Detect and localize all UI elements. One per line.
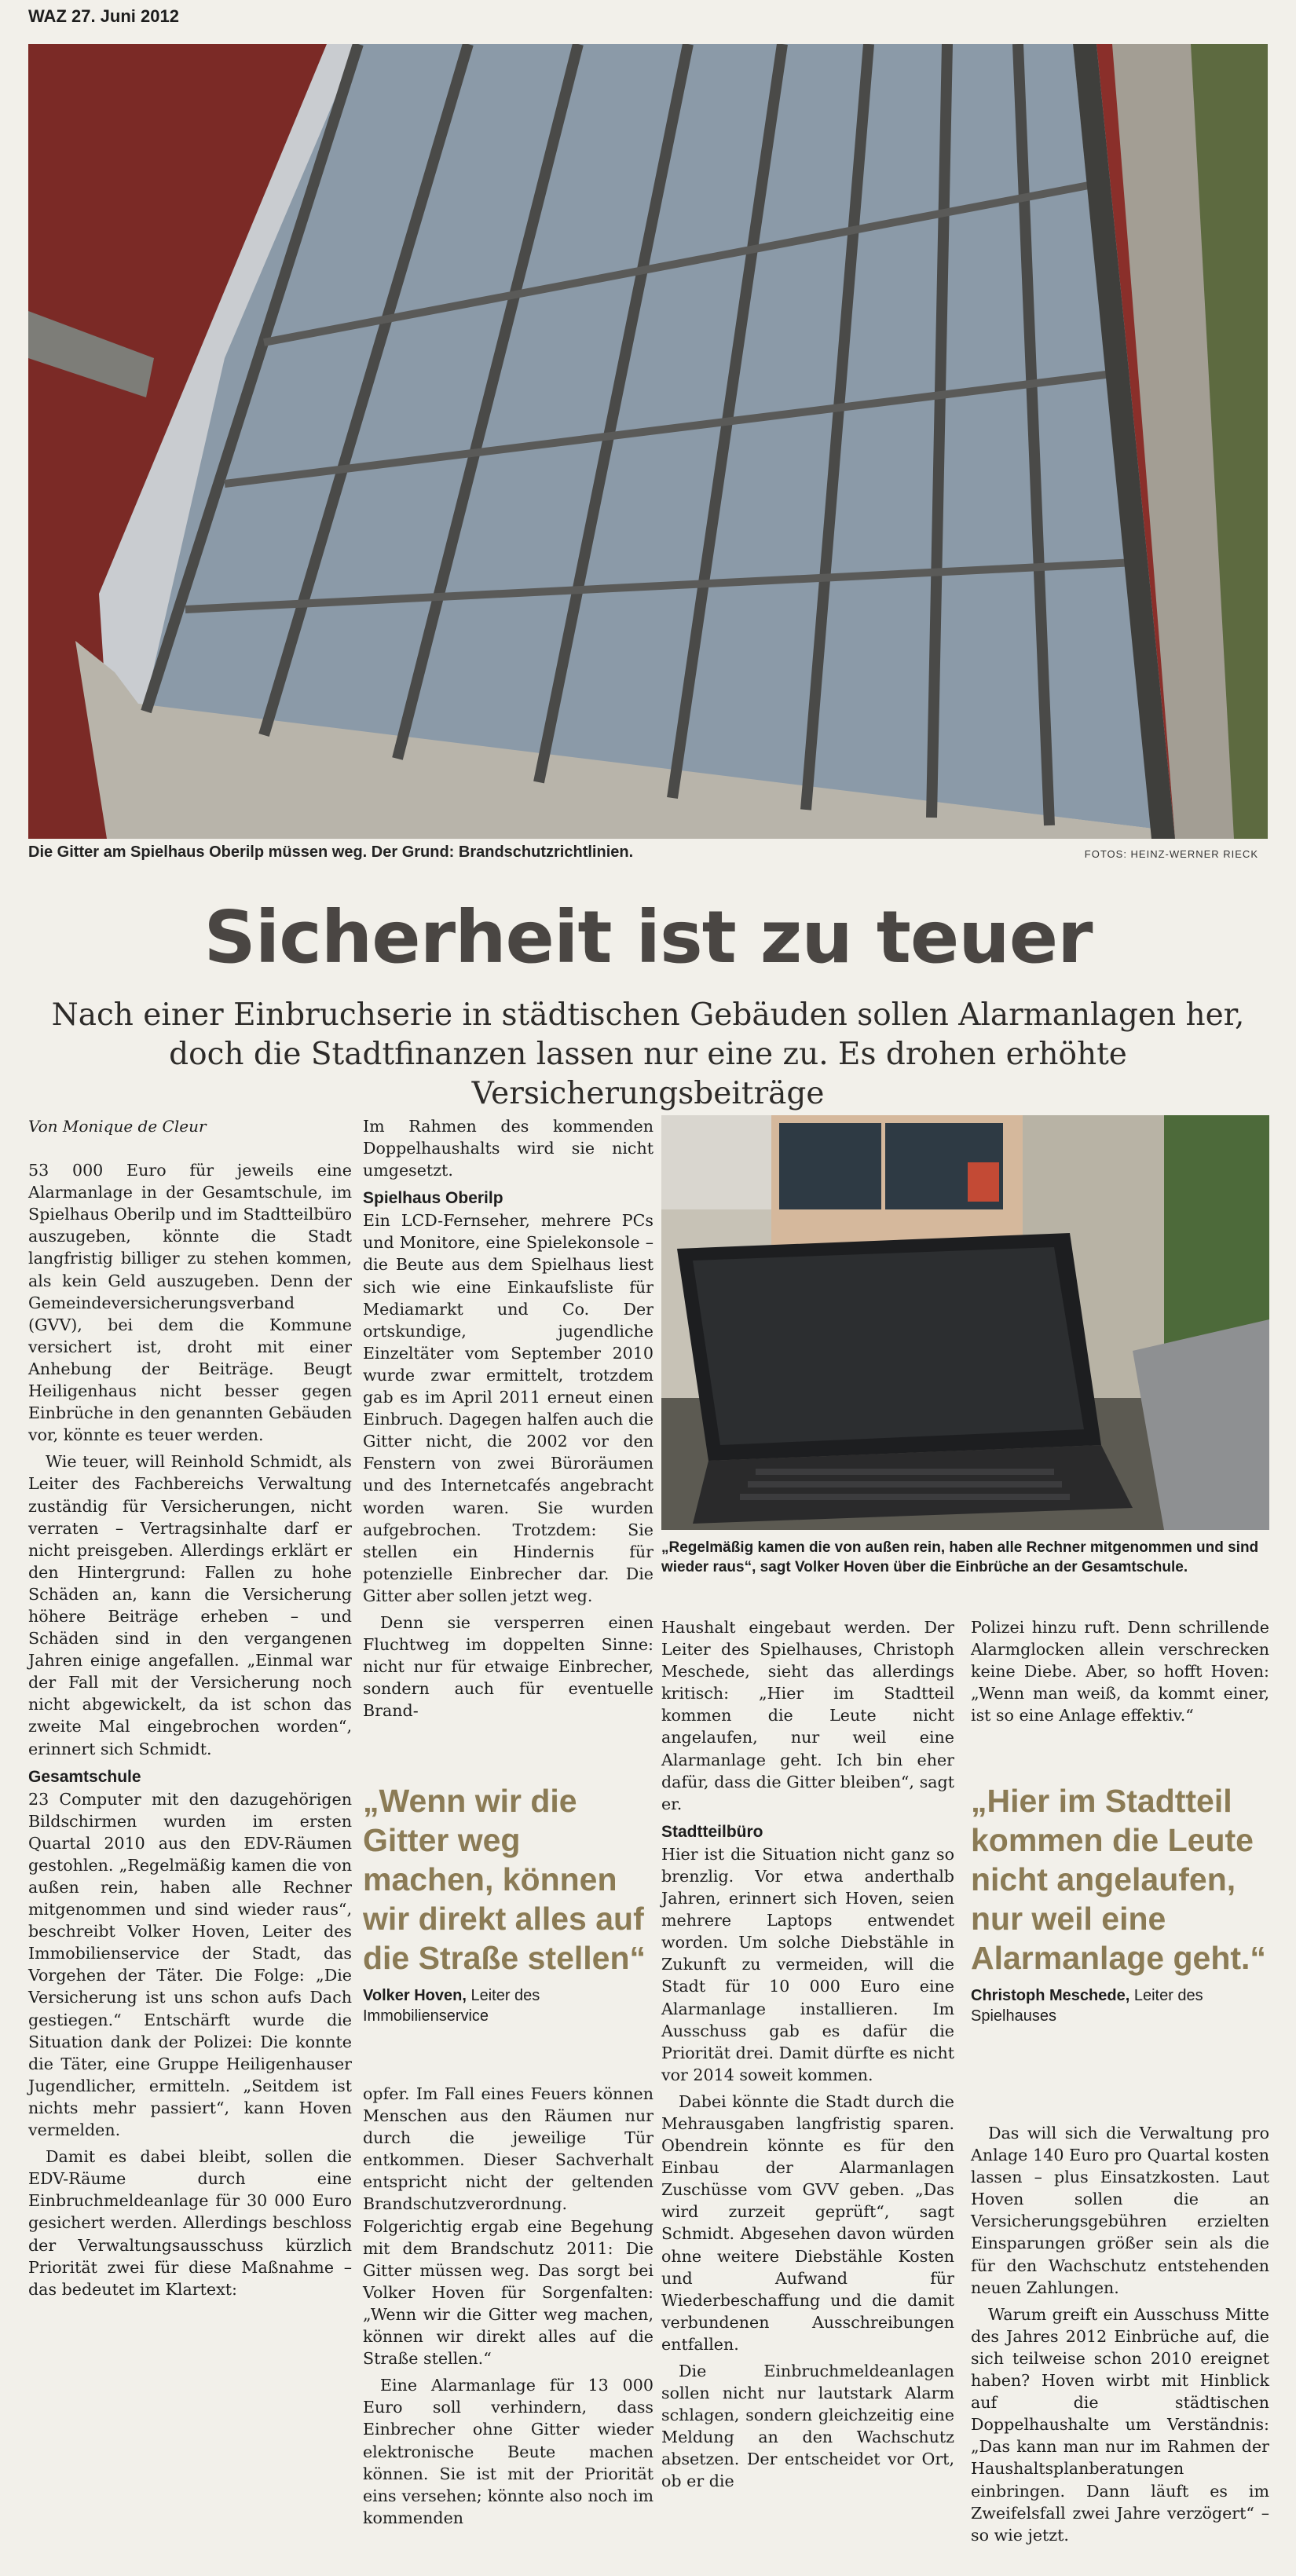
paragraph: Damit es dabei bleibt, sollen die EDV-Räume durch eine Einbruchmeldeanlage für 30 000 Euro gesichert werden. Allerdings beschloss der Verwaltungsausschuss kürzlich Priorität zwei für diese Maßnahme – das bedeutet im Klartext: xyxy=(28,2147,352,2299)
mid-photo-caption: „Regelmäßig kamen die von außen rein, haben alle Rechner mitgenommen und sind wieder raus“, sagt Volker Hoven über die Einbrüche an der Gesamtschule. xyxy=(661,1539,1259,1575)
photo-credit: FOTOS: HEINZ-WERNER RIECK xyxy=(1084,848,1258,860)
article-column-2 xyxy=(363,1115,653,1726)
masthead: WAZ 27. Juni 2012 xyxy=(28,6,179,26)
paragraph: 23 Computer mit den dazugehörigen Bildschirmen wurden im ersten Quartal 2010 aus den EDV-Räumen gestohlen. „Regelmäßig kamen die von außen rein, haben alle Rechner mitgenommen und sind wieder raus“, beschreibt Volker Hoven, Leiter des Immobilienservice der Stadt, das Vorgehen der Täter. Die Folge: „Die Versicherung ist uns schon aufs Dach gestiegen.“ Entschärft wurde die Situation dank der Polizei: Die konnte die Täter, eine Gruppe Heiligenhauser Jugendlicher, ermitteln. „Seitdem ist nichts mehr passiert“, kann Hoven vermelden. xyxy=(28,1789,352,2140)
top-photo-caption: Die Gitter am Spielhaus Oberilp müssen weg. Der Grund: Brandschutzrichtlinien. xyxy=(28,843,634,861)
paragraph: opfer. Im Fall eines Feuers können Menschen aus den Räumen nur durch die jeweilige Tür entkommen. Dieser Sachverhalt entspricht nicht der geltenden Brandschutzverordnung. Folgerichtig ergab eine Begehung mit dem Brandschutz 2011: Die Gitter müssen weg. Das sorgt bei Volker Hoven für Sorgenfalten: „Wenn wir die Gitter weg machen, können wir direkt alles auf die Straße stellen.“ xyxy=(363,2084,653,2369)
section-heading-gesamtschule: Gesamtschule xyxy=(28,1767,141,1786)
mid-photo-laptop xyxy=(661,1115,1269,1530)
paragraph: Wie teuer, will Reinhold Schmidt, als Leiter des Fachbereichs Verwaltung zuständig für Versicherungen, nicht verraten – Vertragsinhalte darf er nicht preisgeben. Allerdings erklärt er den Hintergrund: Fallen zu hohe Schäden an, kann die Versicherung höhere Beiträge erheben – und Schäden sind in den vergangenen Jahren einige angefallen. „Einmal war der Fall mit der Versicherung noch nicht abgewickelt, da ist schon das zweite Mal eingebrochen worden“, erinnert sich Schmidt. xyxy=(28,1452,352,1758)
article-column-4-continued xyxy=(971,2122,1269,2551)
paragraph: 53 000 Euro für jeweils eine Alarmanlage in der Gesamtschule, im Spielhaus Oberilp und im Stadtteilbüro auszugeben, könnte die Stadt langfristig billiger zu stehen kommen, als kein Geld auszugeben. Denn der Gemeindeversicherungsverband (GVV), bei dem die Kommune versichert ist, droht mit einer Anhebung der Beiträge. Beugt Heiligenhaus nicht besser gegen Einbrüche in den genannten Gebäuden vor, könnte es teuer werden. xyxy=(28,1161,352,1445)
paragraph: Polizei hinzu ruft. Denn schrillende Alarmglocken allein verschrecken keine Diebe. Aber, so hofft Hoven: „Wenn man weiß, da kommt einer, ist so eine Anlage effektiv.“ xyxy=(971,1618,1269,1725)
quote-author: Volker Hoven, xyxy=(363,1987,467,2004)
paragraph: Hier ist die Situation nicht ganz so brenzlig. Vor etwa anderthalb Jahren, erinnert sich Hoven, seien mehrere Laptops entwendet worden. Um solche Diebstähle in Zukunft zu vermeiden, will die Stadt für 10 000 Euro eine Alarmanlage installieren. Im Ausschuss gab es dafür die Priorität drei. Damit dürfte es nicht vor 2014 soweit kommen. xyxy=(661,1844,954,2084)
paragraph: Ein LCD-Fernseher, mehrere PCs und Monitore, eine Spielekonsole – die Beute aus dem Spielhaus liest sich wie eine Einkaufsliste für Mediamarkt und Co. Der ortskundige, jugendliche Einzeltäter vom September 2010 wurde zwar ermittelt, trotzdem gab es im April 2011 erneut einen Einbruch. Dagegen halfen auch die Gitter nicht, die 2002 vor den Fenstern von zwei Büroräumen und des Internetcafés angebracht worden waren. Sie wurden aufgebrochen. Trotzdem: Sie stellen ein Hindernis für potenzielle Einbrecher dar. Die Gitter aber sollen jetzt weg. xyxy=(363,1211,653,1605)
paragraph: Im Rahmen des kommenden Doppelhaushalts wird sie nicht umgesetzt. xyxy=(363,1117,653,1180)
paragraph: Das will sich die Verwaltung pro Anlage 140 Euro pro Quartal kosten lassen – plus Einsatzkosten. Laut Hoven sollen die an Versicherungsgebühren erzielten Einsparungen größer sein als die für den Wachschutz entstehenden neuen Zahlungen. xyxy=(971,2124,1269,2297)
article-column-1 xyxy=(28,1115,352,2305)
pull-quote-source xyxy=(363,1985,646,2026)
top-photo-window-bars xyxy=(28,44,1268,839)
paragraph: Haushalt eingebaut werden. Der Leiter des Spielhauses, Christoph Meschede, sieht das allerdings kritisch: „Hier im Stadtteil kommen die Leute nicht angelaufen, nur weil eine Alarmanlage geht. Ich bin eher dafür, dass die Gitter bleiben“, sagt er. xyxy=(661,1618,954,1813)
byline: Von Monique de Cleur xyxy=(28,1117,207,1136)
paragraph: Denn sie versperren einen Fluchtweg im doppelten Sinne: nicht nur für etwaige Einbrecher, sondern auch für eventuelle Brand- xyxy=(363,1612,653,1721)
paragraph: Eine Alarmanlage für 13 000 Euro soll verhindern, dass Einbrecher ohne Gitter wieder elektronische Beute machen können. Sie ist mit der Priorität eins versehen; könnte also noch im kommenden xyxy=(363,2376,653,2527)
section-heading-spielhaus: Spielhaus Oberilp xyxy=(363,1189,503,1208)
headline: Sicherheit ist zu teuer xyxy=(203,895,1093,979)
paragraph: Dabei könnte die Stadt durch die Mehrausgaben langfristig sparen. Obendrein könnte es für den Einbau der Alarmanlagen Zuschüsse vom GVV geben. „Das wird zurzeit geprüft“, sagt Schmidt. Abgesehen davon würden ohne weitere Diebstähle Kosten und Aufwand für Wiederbeschaffung und die damit verbundenen Ausschreibungen entfallen. xyxy=(661,2091,954,2354)
paragraph: Warum greift ein Ausschuss Mitte des Jahres 2012 Einbrüche auf, die sich teilweise schon 2010 ereignet haben? Hoven wirbt mit Hinblick auf die städtischen Doppelhaushalte um Verständnis: „Das kann man nur im Rahmen der Haushaltsplanberatungen einbringen. Dann läuft es im Zweifelsfall zwei Jahre verzögert“ – so wie jetzt. xyxy=(971,2304,1269,2545)
paragraph: Die Einbruchmeldeanlagen sollen nicht nur lautstark Alarm schlagen, sondern gleichzeitig eine Meldung an den Wachschutz absetzen. Der entscheidet vor Ort, ob er die xyxy=(661,2362,954,2491)
subhead: Nach einer Einbruchserie in städtischen Gebäuden sollen Alarmanlagen her, doch die Stadtfinanzen lassen nur eine zu. Es drohen erhöhte Versicherungsbeiträge xyxy=(51,997,1245,1111)
quote-author-role: Leiter des Spielhauses xyxy=(971,1987,1203,2025)
pull-quote-text: „Hier im Stadtteil kommen die Leute nicht angelaufen, nur weil eine Alarmanlage geht.“ xyxy=(971,1783,1266,1976)
article-column-3 xyxy=(661,1616,954,2497)
article-column-4 xyxy=(971,1616,1269,1731)
article-column-2-continued xyxy=(363,2083,653,2534)
section-heading-stadtteilbuero: Stadtteilbüro xyxy=(661,1822,763,1841)
pull-quote-meschede xyxy=(971,1781,1269,2026)
pull-quote-hoven xyxy=(363,1781,646,2026)
quote-author: Christoph Meschede, xyxy=(971,1987,1130,2004)
quote-author-role: Leiter des Immobilienservice xyxy=(363,1987,540,2025)
pull-quote-source xyxy=(971,1985,1269,2026)
pull-quote-text: „Wenn wir die Gitter weg machen, können wir direkt alles auf die Straße stellen“ xyxy=(363,1783,646,1976)
